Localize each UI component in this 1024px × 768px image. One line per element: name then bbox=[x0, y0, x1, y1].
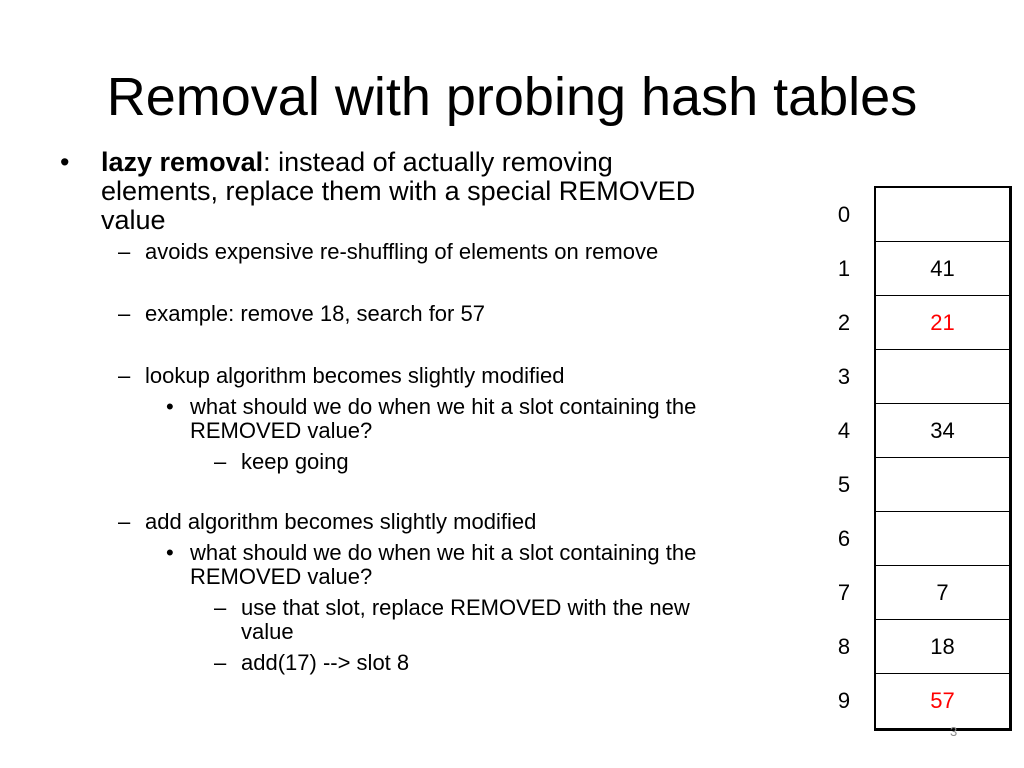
lookup-answer: keep going bbox=[241, 449, 349, 474]
slot-cell: 7 bbox=[876, 566, 1009, 620]
dash-marker: – bbox=[214, 650, 227, 675]
slot-index: 5 bbox=[837, 472, 851, 497]
add-question-line1: what should we do when we hit a slot containing the bbox=[190, 540, 697, 565]
bullet-lazy-removal-line3: value bbox=[101, 205, 166, 235]
sub-bullet-add: add algorithm becomes slightly modified bbox=[145, 509, 537, 534]
bullet-marker: • bbox=[60, 147, 70, 177]
dash-marker: – bbox=[118, 509, 131, 534]
slot-cell: 57 bbox=[930, 688, 955, 713]
sub-bullet-reshuffling: avoids expensive re-shuffling of elements on remove bbox=[145, 239, 659, 264]
slot-cell bbox=[876, 512, 1009, 566]
dash-marker: – bbox=[118, 239, 131, 264]
lazy-removal-text: : instead of actually removing bbox=[263, 147, 613, 177]
slot-index: 3 bbox=[837, 364, 851, 389]
sub-bullet-example: example: remove 18, search for 57 bbox=[145, 301, 485, 326]
dash-marker: – bbox=[118, 363, 131, 388]
slot-index: 8 bbox=[837, 634, 851, 659]
dash-marker: – bbox=[214, 449, 227, 474]
bullet-marker: • bbox=[166, 540, 174, 565]
slot-index: 7 bbox=[837, 580, 851, 605]
sub-bullet-lookup: lookup algorithm becomes slightly modified bbox=[145, 363, 565, 388]
dash-marker: – bbox=[214, 595, 227, 620]
add-example: add(17) --> slot 8 bbox=[241, 650, 410, 675]
slot-index: 0 bbox=[837, 202, 851, 227]
slot-cell: 34 bbox=[876, 404, 1009, 458]
bullet-marker: • bbox=[166, 394, 174, 419]
lazy-removal-term: lazy removal bbox=[101, 147, 264, 177]
lookup-question-line1: what should we do when we hit a slot containing the bbox=[190, 394, 697, 419]
slot-index: 2 bbox=[837, 310, 851, 335]
lookup-question-line2: REMOVED value? bbox=[190, 418, 373, 443]
slot-cell bbox=[876, 458, 1009, 512]
slot-cell: 18 bbox=[876, 620, 1009, 674]
bullet-lazy-removal-line2: elements, replace them with a special REMOVED bbox=[101, 176, 696, 206]
slot-cell bbox=[876, 188, 1009, 242]
slot-index: 6 bbox=[837, 526, 851, 551]
slide-title: Removal with probing hash tables bbox=[106, 67, 918, 127]
slot-cell bbox=[876, 350, 1009, 404]
slot-index: 4 bbox=[837, 418, 851, 443]
slot-cell: 41 bbox=[876, 242, 1009, 296]
slot-grid bbox=[874, 186, 1012, 731]
add-answer-line2: value bbox=[241, 619, 294, 644]
bullet-lazy-removal-line1 bbox=[101, 148, 613, 176]
page-number: 3 bbox=[950, 724, 958, 739]
add-answer-line1: use that slot, replace REMOVED with the new bbox=[241, 595, 690, 620]
add-question-line2: REMOVED value? bbox=[190, 564, 373, 589]
slot-index: 9 bbox=[837, 688, 851, 713]
dash-marker: – bbox=[118, 301, 131, 326]
slot-cell: 21 bbox=[876, 296, 1009, 350]
slot-index: 1 bbox=[837, 256, 851, 281]
